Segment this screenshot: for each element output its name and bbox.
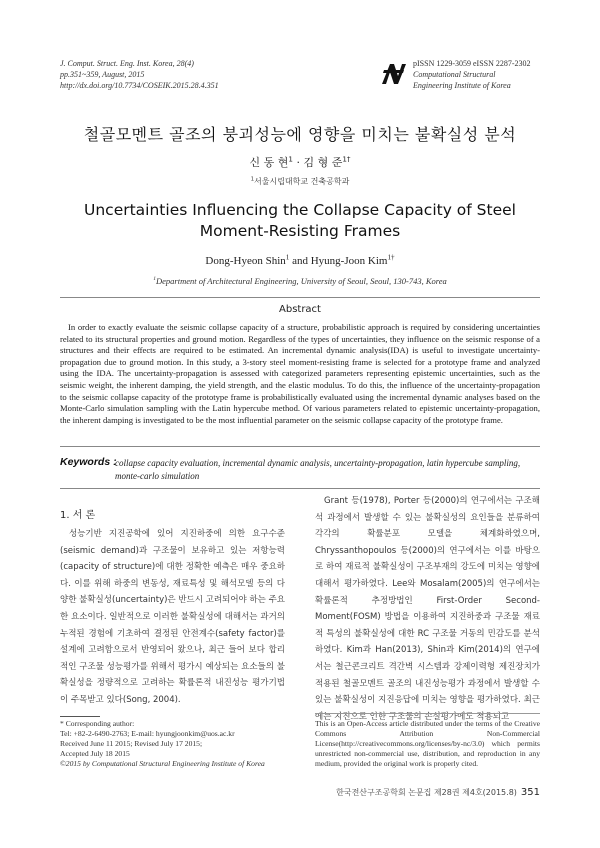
authors-korean [0,154,600,170]
page-number: 351 [520,787,540,798]
journal-name-line-2: Engineering Institute of Korea [413,81,511,90]
citation-line-2: pp.351~359, August, 2015 [60,70,145,79]
abstract-bottom-rule [60,446,540,447]
author-and: and [289,255,311,267]
authors-english [0,255,600,267]
author-2-ko: 김 형 준 [303,156,343,169]
journal-citation [60,58,219,91]
open-access-note: This is an Open-Access article distributed under the terms of the Creative Commons Attribution Non-Commercial License(http://creativecommons.org/licenses/by-nc/3.0) which permits unrestricted non-commercial use, distribution, and reproduction in any medium, provided the original work is properly cited. [315,719,540,768]
journal-issn-block [413,58,531,91]
corresponding-author-note [60,719,295,769]
keywords-text: collapse capacity evaluation, incremental dynamic analysis, uncertainty-propagation, latin hypercube sampling, monte-carlo simulation [115,458,521,481]
title-english [0,200,600,242]
footer-journal: 한국전산구조공학회 논문집 제28권 제4호(2015.8) [336,788,517,797]
affiliation-korean [0,176,600,187]
body-right-column: Grant 등(1978), Porter 등(2000)의 연구에서는 구조해석 과정에서 발생할 수 있는 불확실성의 요인들을 분류하여 각각의 확률분포 모델을 체계화하였으며, Chryssanthopoulos 등(2000)의 연구에서는 이를 바탕으로 하여 재료적 불확실성이 구조부재의 강도에 미치는 영향에 대해서 평가하였다. Lee와 Mosalam(2005)의 연구에서는 확률론적 추정방법인 First-Order Second-Moment(FOSM) 방법을 이용하여 지진하중과 구조물 재료적 특성의 불확실성에 대한 RC 구조물 거동의 민감도를 분석하였다. Kim과 Han(2013), Shin과 Kim(2014)의 연구에서는 철근콘크리트 격간벽 시스템과 강제이력형 제진장치가 적용된 철골모멘트 골조의 내진성능평가 과정에서 발생할 수 있는 불확실성이 지진응답에 미치는 영향을 평가하였다. 최근에는 지진으로 인한 구조물의 손실평가에도 적용되고 [315,496,540,722]
abstract-top-rule [60,297,540,298]
journal-logo-icon [381,62,407,86]
body-left-column: 성능기반 지진공학에 있어 지진하중에 의한 요구수준(seismic demand)과 구조물이 보유하고 있는 저항능력(capacity of structure)에 대한 정확한 예측은 매우 중요하다. 이를 위해 하중의 변동성, 재료특성 및 해석모델 등의 다양한 불확실성(uncertainty)은 반드시 고려되어야 하는 주요한 요소이다. 일반적으로 이러한 불확실성에 대해서는 과거의 누적된 경험에 기초하여 결정된 안전계수(safety factor)를 설계에 고려함으로서 반영되어 왔으나, 최근 들어 보다 합리적인 구조물 성능평가를 위해서 평가시 예상되는 요소들의 불확실성을 정량적으로 고려하는 확률론적 내진성능 평가기법이 주목받고 있다(Song, 2004). [60,529,285,705]
contact-info: Tel: +82-2-6490-2763; E-mail: hyungjoonkim@uos.ac.kr [60,729,235,738]
author-2-ko-mark: 1† [342,154,351,164]
affiliation-english [0,276,600,286]
author-2-en: Hyung-Joon Kim [310,255,388,267]
abstract-body: In order to exactly evaluate the seismic collapse capacity of a structure, probabilistic approach is required by considering uncertainties related to its structural properties and ground motion. Regardless of the types of uncertainties, they influence on the seismic response of a structures and their effects are required to be estimated. An incremental dynamic analysis(IDA) is useful to investigate uncertainty-propagation due to ground motion. In this study, a 3-story steel moment-resisting frame is selected for a prototype frame and analyzed using the IDA. The uncertainty-propagation is assessed with categorized parameters representing epistemic uncertainties, such as the seismic weight, the inherent damping, the yield strength, and the elastic modulus. To do this, the influence of the uncertainty-propagation to the seismic collapse capacity of the prototype frame is probabilistically evaluated using the incremental dynamic analyses based on the Monte-Carlo simulation sampling with the Latin hypercube method. Of various parameters related to epistemic uncertainty-propagation, the inherent damping is investigated to be the most influential parameter on the seismic collapse capacity of the prototype frame. [60,322,540,425]
author-1-en-mark: 1 [285,253,290,262]
copyright-line: ©2015 by Computational Structural Engineering Institute of Korea [60,759,265,768]
citation-line-1: J. Comput. Struct. Eng. Inst. Korea, 28(4) [60,59,194,68]
issn-line: pISSN 1229-3059 eISSN 2287-2302 [413,59,531,68]
author-1-ko: 신 동 현 [249,156,289,169]
affiliation-ko-mark: 1 [250,176,255,183]
affiliation-en-text: Department of Architectural Engineering, University of Seoul, Seoul, 130-743, Korea [156,276,447,286]
footnote-rule-right [315,713,540,714]
accepted-date: Accepted July 18 2015 [60,749,130,758]
author-2-en-mark: 1† [387,253,395,262]
affiliation-ko-text: 서울시립대학교 건축공학과 [254,177,350,186]
keywords-bottom-rule [60,488,540,489]
page-footer [336,787,540,798]
journal-name-line-1: Computational Structural [413,70,496,79]
keywords-label: Keywords : [60,456,117,468]
abstract-heading: Abstract [279,304,321,315]
corresponding-label: * Corresponding author: [60,719,135,728]
author-1-ko-mark: 1 [288,154,293,164]
footnote-rule-left [60,716,100,717]
title-en-line-1: Uncertainties Influencing the Collapse Capacity of Steel [84,201,516,219]
affiliation-en-mark: 1 [153,276,156,283]
author-1-en: Dong-Hyeon Shin [205,255,286,267]
title-en-line-2: Moment-Resisting Frames [199,222,401,240]
author-separator: · [292,156,304,169]
doi-link[interactable]: http://dx.doi.org/10.7734/COSEIK.2015.28.4.351 [60,81,219,90]
section-1-heading: 1. 서 론 [60,510,96,521]
title-korean: 철골모멘트 골조의 붕괴성능에 영향을 미치는 불확실성 분석 [83,125,517,144]
received-date: Received June 11 2015; Revised July 17 2015; [60,739,203,748]
